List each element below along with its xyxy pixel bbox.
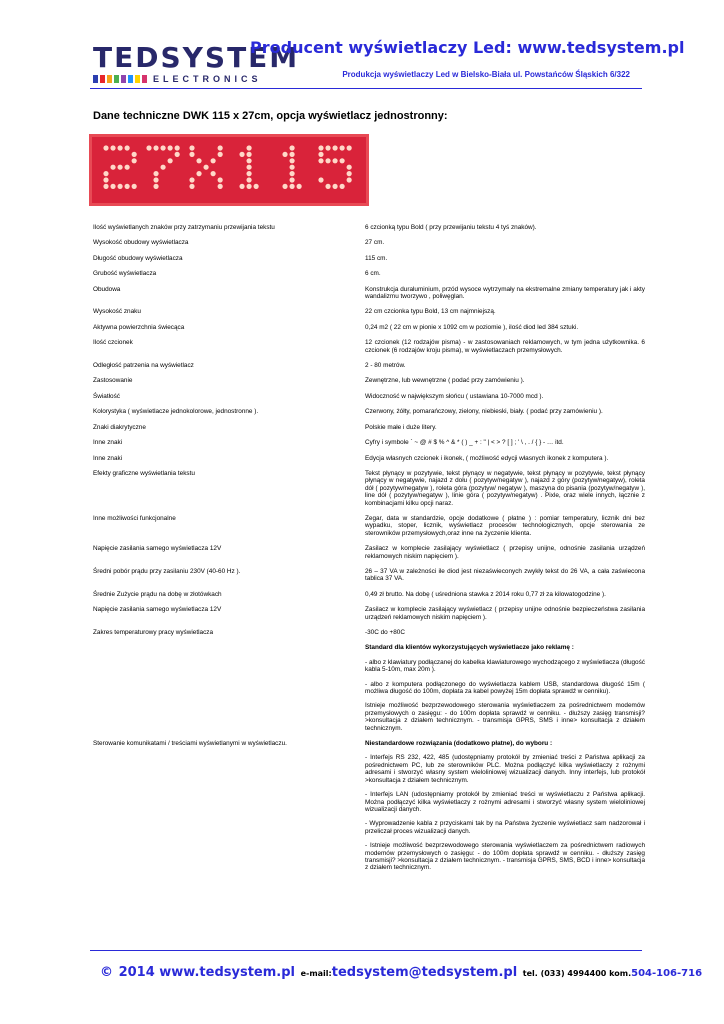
led-dot <box>325 145 330 150</box>
spec-label: Obudowa <box>93 285 121 293</box>
led-dot <box>282 184 287 189</box>
spec-value-paragraph: - Interfejs RS 232, 422, 485 (udostępniamy protokół by zmieniać treści z Państwa aplikacji za pośrednictwem PC, lub ze sterowników PLC. Można podłączyć kilka wyświetlaczy z rożnymi adresami i stworzyć własny system wieloliniowej wizualizacji danych. Inny interfejs, lub protokół >konsultacja z działem technicznym. <box>365 754 645 784</box>
led-dot <box>246 177 251 182</box>
logo-color-bar <box>107 75 112 83</box>
led-dot <box>340 145 345 150</box>
led-dot <box>125 145 130 150</box>
led-dot <box>153 177 158 182</box>
led-dot <box>318 177 323 182</box>
spec-value <box>365 393 645 400</box>
footer-mobile: 504-106-716 <box>631 968 703 979</box>
led-dot <box>218 184 223 189</box>
spec-value-paragraph: 2 - 80 metrów. <box>365 362 406 370</box>
spec-value <box>365 239 645 246</box>
spec-label: Odległość patrzenia na wyświetlacz <box>93 362 194 370</box>
spec-value-paragraph: Polskie małe i duże litery. <box>365 423 437 431</box>
spec-value-paragraph: - Wyprowadzenie kabla z przyciskami tak by na Państwa życzenie wyświetlacz sam nadzorował i przeliczał proces wizualizacji danych. <box>365 820 645 835</box>
spec-value-paragraph: Zewnętrzne, lub wewnętrzne ( podać przy zamówieniu ). <box>365 377 525 385</box>
led-dot <box>103 171 108 176</box>
spec-value <box>365 629 645 636</box>
led-dot <box>125 184 130 189</box>
led-dot <box>332 145 337 150</box>
logo-color-bar <box>128 75 133 83</box>
led-dot <box>347 177 352 182</box>
led-dot <box>103 184 108 189</box>
spec-value-paragraph: Edycja własnych czcionek i ikonek, ( możliwość edycji własnych ikonek z komputera ). <box>365 454 609 462</box>
spec-row <box>93 515 645 537</box>
spec-label: Efekty graficzne wyświetlania tekstu <box>93 469 195 477</box>
spec-value-paragraph: Niestandardowe rozwiązania (dodatkowo płatne), do wyboru : <box>365 740 553 748</box>
led-dot <box>297 184 302 189</box>
spec-label: Długość obudowy wyświetlacza <box>93 254 183 262</box>
led-dot <box>246 184 251 189</box>
spec-label: Zakres temperaturowy pracy wyświetlacza <box>93 629 214 636</box>
led-dot <box>239 152 244 157</box>
spec-value-paragraph: - Interfejs LAN (udostępniamy protokół by zmieniać treści w wyświetlaczu z Państwa aplikacji. Można podłączyć kilka wyświetlaczy z rożnymi adresami i stworzyć własny system wieloliniowej wizualizacji danych. <box>365 791 645 813</box>
led-dot <box>196 158 201 163</box>
spec-value <box>365 545 645 560</box>
spec-value <box>365 408 645 415</box>
spec-value-paragraph: 6 czcionką typu Bold ( przy przewijaniu tekstu 4 tyś znaków). <box>365 224 537 231</box>
led-dot <box>246 158 251 163</box>
led-dot <box>189 152 194 157</box>
spec-row <box>93 629 645 636</box>
spec-row <box>93 591 645 598</box>
spec-value-paragraph: Tekst płynący w pozytywie, tekst płynący w negatywie, tekst płynący w pozytywie, tekst płynący płynący w negatywie, najazd z dołu ( pozytyw/negatyw ), najazd z góry (pozytyw/negatyw), roleta dół ( pozytyw/negatyw ), roleta góra (pozytyw/ negatyw ), maszyna do pisania (pozytyw/negatyw ), line dół ( pozytyw/negatyw ), linie góra ( pozytyw/negatyw) . Pixle, oraz wiele innych, łącznie z kombinacjami kilku opcji naraz. <box>365 469 645 507</box>
spec-table <box>93 224 645 880</box>
led-dot <box>289 152 294 157</box>
logo-color-bars <box>93 75 147 83</box>
led-banner-graphic <box>92 137 366 203</box>
spec-row <box>93 568 645 583</box>
spec-label: Średni pobór prądu przy zasilaniu 230V (40-60 Hz ). <box>93 567 241 575</box>
led-dot <box>153 184 158 189</box>
spec-value-paragraph: Istnieje możliwość bezprzewodowego sterowania wyświetlaczem za pośrednictwem modemów przemysłowych o zasięgu: - do 100m dopłata sprawdź w cenniku. - dłuższy zasięg transmisji? >konsultacja z działem technicznym. - transmisja GPRS, SMS i inne> konsultacja z działem technicznym. <box>365 702 645 732</box>
led-dot <box>211 171 216 176</box>
copyright-symbol: © <box>100 965 113 980</box>
spec-value-paragraph: - albo z klawiatury podłączanej do kabelka klawiaturowego wychodzącego z wyświetlacza (długość kabla 5-10m, max 20m ). <box>365 658 645 674</box>
led-dot <box>211 158 216 163</box>
led-dot <box>117 165 122 170</box>
led-dot <box>196 171 201 176</box>
led-dot <box>325 158 330 163</box>
spec-value <box>365 308 645 315</box>
led-dot <box>175 145 180 150</box>
logo-color-bar <box>100 75 105 83</box>
spec-row <box>93 439 645 446</box>
spec-row <box>93 545 645 560</box>
spec-row <box>93 424 645 431</box>
spec-label <box>93 644 365 732</box>
spec-row <box>93 644 645 732</box>
spec-value-paragraph: 12 czcionek (12 rodzajów pisma) - w zastosowaniach reklamowych, w tym jedna użytkownika. 6 czcionek (6 rodzajów kroju pisma), w wyświetlaczach przemysłowych. <box>365 339 645 354</box>
led-dot <box>132 152 137 157</box>
spec-row <box>93 455 645 462</box>
spec-row <box>93 286 645 301</box>
spec-value <box>365 362 645 369</box>
spec-value <box>365 270 645 277</box>
spec-label: Kolorystyka ( wyświetlacze jednokolorowe, jednostronne ). <box>93 408 259 416</box>
spec-value-paragraph: 0,24 m2 ( 22 cm w pionie x 1092 cm w poziomie ), ilość diod led 384 sztuki. <box>365 323 579 331</box>
led-dot <box>218 145 223 150</box>
spec-value-paragraph: Konstrukcja duraluminium, przód wysoce wytrzymały na ekstremalne zmiany temperatury jak i akty wandalizmu tworzywo , poliwęglan. <box>365 285 645 301</box>
spec-row <box>93 255 645 262</box>
led-dot <box>117 184 122 189</box>
spec-row <box>93 393 645 400</box>
led-dot <box>347 145 352 150</box>
spec-row <box>93 224 645 231</box>
spec-value <box>365 455 645 462</box>
spec-value-paragraph: 27 cm. <box>365 239 385 247</box>
spec-row <box>93 377 645 384</box>
led-dot <box>347 171 352 176</box>
spec-value <box>365 568 645 583</box>
led-dot <box>340 158 345 163</box>
spec-label: Wysokość obudowy wyświetlacza <box>93 239 189 247</box>
led-dot <box>289 158 294 163</box>
footer-phone: tel. (033) 4994400 kom. <box>522 969 632 978</box>
spec-row <box>93 339 645 354</box>
spec-label: Średnie Zużycie prądu na dobę w złotówkach <box>93 590 222 598</box>
led-dot <box>125 165 130 170</box>
logo-color-bar <box>142 75 147 83</box>
spec-label: Inne znaki <box>93 454 123 462</box>
footer-mail-label: e-mail: <box>300 969 332 978</box>
led-dot <box>132 184 137 189</box>
spec-value-paragraph: Czerwony, żółty, pomarańczowy, zielony, niebieski, biały. ( podać przy zamówieniu ). <box>365 408 603 416</box>
logo-color-bar <box>121 75 126 83</box>
spec-label: Inne możliwości funkcjonalne <box>93 514 176 522</box>
led-dot <box>340 184 345 189</box>
led-dot <box>160 145 165 150</box>
footer-divider <box>90 950 642 951</box>
spec-label: Zastosowanie <box>93 377 133 385</box>
led-dot <box>132 158 137 163</box>
spec-row <box>93 239 645 246</box>
spec-value-paragraph: 6 cm. <box>365 270 381 278</box>
logo-color-bar <box>114 75 119 83</box>
spec-row <box>93 606 645 621</box>
spec-value-paragraph: Zasilacz w komplecie zasilający wyświetlacz ( przepisy unijne, odnośnie zasilania urządzeń reklamowych niskim napięciem ). <box>365 545 645 560</box>
led-dot <box>246 171 251 176</box>
logo-color-bar <box>93 75 98 83</box>
spec-value <box>365 224 645 231</box>
led-dot <box>246 152 251 157</box>
led-dot <box>218 152 223 157</box>
led-dot <box>289 145 294 150</box>
led-dot <box>189 177 194 182</box>
footer <box>100 961 703 980</box>
led-dot <box>117 145 122 150</box>
spec-value <box>365 339 645 354</box>
spec-value <box>365 324 645 331</box>
led-dot <box>254 184 259 189</box>
document-title: Dane techniczne DWK 115 x 27cm, opcja wyświetlacz jednostronny: <box>93 110 448 122</box>
led-dot <box>332 158 337 163</box>
spec-label: Znaki diakrytyczne <box>93 423 146 431</box>
spec-value <box>365 644 645 732</box>
led-dot <box>347 165 352 170</box>
header-subtitle: Produkcja wyświetlaczy Led w Bielsko-Biała ul. Powstańców Śląskich 6/322 <box>342 70 630 79</box>
spec-row <box>93 362 645 369</box>
led-dot <box>189 184 194 189</box>
led-dot <box>246 145 251 150</box>
led-dot <box>318 158 323 163</box>
spec-row <box>93 408 645 415</box>
spec-label: Napięcie zasilania samego wyświetlacza 12V <box>93 545 222 553</box>
spec-row <box>93 270 645 277</box>
spec-value <box>365 591 645 598</box>
logo-wordmark: TEDSYSTEM <box>93 41 300 74</box>
spec-label: Wysokość znaku <box>93 308 141 316</box>
spec-value <box>365 515 645 537</box>
spec-value-paragraph: - albo z komputera podłączonego do wyświetlacza kablem USB, standardowa długość 15m ( możliwa długość do 100m, dopłata za kabel powyżej 15m dopłata sprawdź w cenniku). <box>365 680 645 696</box>
spec-value-paragraph: Cyfry i symbole ` ~ @ # $ % ^ & * ( ) _ + : " | < > ? [ ] ; ' \ , . / { } - … itd. <box>365 439 564 447</box>
spec-value <box>365 606 645 621</box>
footer-email-link[interactable]: tedsystem@tedsystem.pl <box>331 965 518 980</box>
led-dot <box>168 145 173 150</box>
led-dot <box>289 165 294 170</box>
spec-value-paragraph: Zasilacz w komplecie zasilający wyświetlacz ( przepisy unijne odnośnie bezpieczeństwa zasilania urządzeń reklamowych niskim napięciem ). <box>365 606 645 621</box>
led-dot <box>332 184 337 189</box>
spec-row <box>93 470 645 507</box>
spec-value-paragraph: 115 cm. <box>365 254 388 262</box>
led-dot <box>189 145 194 150</box>
spec-label: Grubość wyświetlacza <box>93 270 157 278</box>
spec-label: Sterowanie komunikatami / treściami wyświetlanymi w wyświetlaczu. <box>93 740 287 748</box>
led-dot <box>246 165 251 170</box>
spec-value-paragraph: Standard dla klientów wykorzystujących wyświetlacze jako reklamę : <box>365 644 574 652</box>
spec-value <box>365 377 645 384</box>
spec-value-paragraph: - Istnieje możliwość bezprzewodowego sterowania wyświetlaczem za pośrednictwem radiowych modemów przemysłowych o zasięgu: - do 100m dopłata sprawdź w cenniku. - dłuższy zasięg transmisji? >konsultacja z działem technicznym. - transmisja GPRS, SMS, BCD i inne> konsultacja z działem technicznym. <box>365 842 645 872</box>
led-dot <box>110 165 115 170</box>
led-dot <box>318 152 323 157</box>
spec-value-paragraph: 26 – 37 VA w zależności ile diod jest niezaświeconych zwykły tekst do 26 VA, a cała zaświecona tablica 37 VA. <box>365 567 645 583</box>
led-dot <box>282 152 287 157</box>
led-dot <box>103 177 108 182</box>
led-dot <box>110 145 115 150</box>
logo-color-bar <box>135 75 140 83</box>
header-divider <box>90 88 642 89</box>
spec-label: Ilość czcionek <box>93 339 133 347</box>
header-title: Producent wyświetlaczy Led: www.tedsystem.pl <box>250 38 685 57</box>
spec-value <box>365 286 645 301</box>
spec-label: Aktywna powierzchnia świecąca <box>93 323 185 331</box>
led-display-photo <box>89 134 369 206</box>
led-dot <box>153 145 158 150</box>
spec-value-paragraph: 0,49 zł brutto. Na dobę ( uśredniona stawka z 2014 roku 0,77 zł za kilowatogodzine ). <box>365 590 606 598</box>
spec-row <box>93 324 645 331</box>
spec-row <box>93 308 645 315</box>
spec-value-paragraph: 22 cm czcionka typu Bold, 13 cm najmniejszą. <box>365 308 496 316</box>
spec-value <box>365 470 645 507</box>
led-dot <box>153 171 158 176</box>
led-dot <box>318 145 323 150</box>
spec-value-paragraph: -30C do +80C <box>365 629 405 636</box>
spec-row <box>93 740 645 872</box>
spec-label: Ilość wyświetlanych znaków przy zatrzymaniu przewijania tekstu <box>93 224 275 231</box>
led-dot <box>175 152 180 157</box>
spec-label: Światłość <box>93 392 120 400</box>
spec-value <box>365 439 645 446</box>
led-dot <box>289 184 294 189</box>
led-dot <box>103 145 108 150</box>
led-dot <box>218 177 223 182</box>
led-dot <box>325 184 330 189</box>
spec-label: Inne znaki <box>93 439 123 447</box>
led-dot <box>168 158 173 163</box>
led-dot <box>146 145 151 150</box>
spec-value <box>365 740 645 872</box>
spec-value <box>365 424 645 431</box>
led-dot <box>289 177 294 182</box>
spec-value-paragraph: Zegar, data w standardzie, opcje dodatkowe ( płatne ) : pomiar temperatury, licznik dni bez wypadku, stoper, licznik, wyświetlacz procesów technologicznych, opcje sterowania ze sterowników przemysłowych,oraz inne na życzenie klienta. <box>365 514 645 537</box>
led-dot <box>110 184 115 189</box>
led-dot <box>289 171 294 176</box>
spec-label: Napięcie zasilania samego wyświetlacza 12V <box>93 606 222 614</box>
led-dot <box>203 165 208 170</box>
led-dot <box>160 165 165 170</box>
spec-value <box>365 255 645 262</box>
footer-site[interactable]: 2014 www.tedsystem.pl <box>118 965 295 980</box>
spec-value-paragraph: Widoczność w największym słońcu ( ustawiana 10-7000 mcd ). <box>365 392 544 400</box>
logo-subtitle: ELECTRONICS <box>153 74 262 84</box>
led-dot <box>239 184 244 189</box>
